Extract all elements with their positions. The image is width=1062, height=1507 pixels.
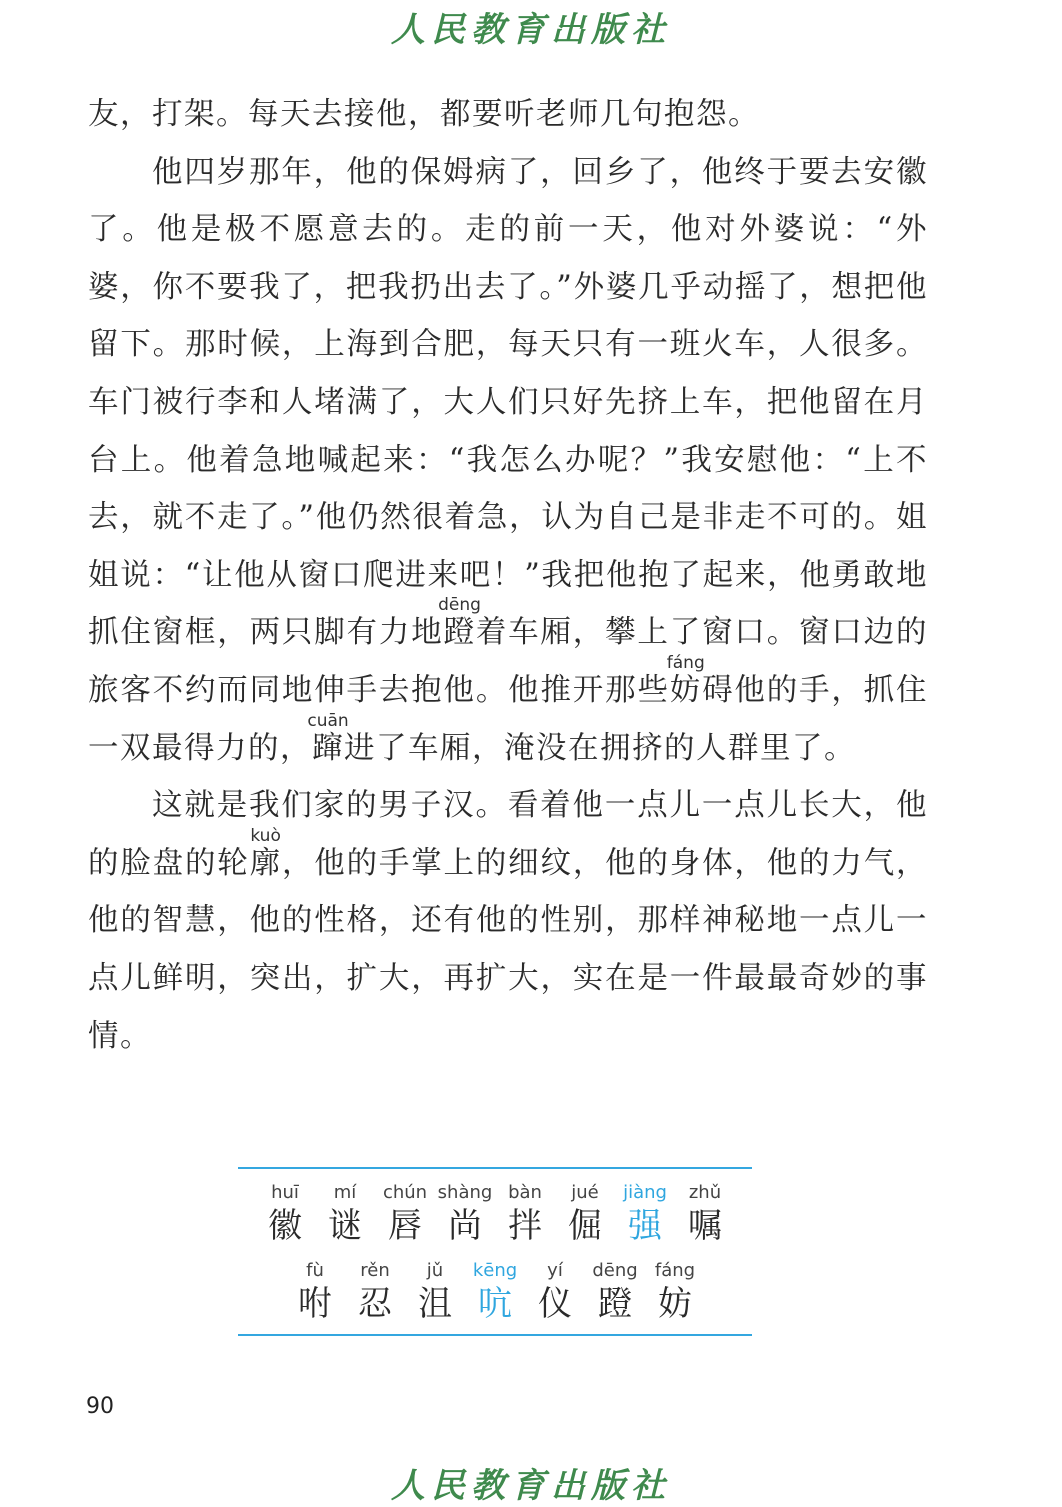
vocab-word [287,1259,343,1325]
vocab-row-2 [238,1259,752,1325]
vocab-hanzi: 尚 [448,1206,482,1246]
text-segment: 碍他的手，抓住一双最得力的， [88,672,929,766]
vocab-hanzi: 妨 [658,1284,692,1324]
vocab-word [347,1259,403,1325]
vocab-word [407,1259,463,1325]
text-segment: ，他的手掌上的细纹，他的身体，他的力气，他的智慧，他的性格，还有他的性别，那样神秘地一点儿一点儿鲜明，突出，扩大，再扩大，实在是一件最最奇妙的事情。 [88,845,929,1054]
annotated-hanzi: 蹿 [307,730,349,766]
vocab-hanzi: 谜 [328,1206,362,1246]
vocab-word [497,1181,553,1247]
vocab-word [377,1181,433,1247]
vocab-pinyin: rěn [360,1260,390,1281]
vocab-hanzi: 倔 [568,1206,602,1246]
publisher-logo-bottom: 人民教育出版社 [391,1466,671,1506]
annotated-hanzi: 蹬 [438,615,481,651]
pinyin-annotation: fáng [666,652,705,673]
vocab-hanzi: 咐 [298,1284,332,1324]
vocab-word [437,1181,493,1247]
vocab-pinyin: jué [571,1182,599,1203]
vocab-word [587,1259,643,1325]
vocab-pinyin: fáng [654,1260,696,1281]
paragraph [88,86,928,144]
vocab-hanzi: 唇 [388,1206,422,1246]
vocab-word [257,1181,313,1247]
vocab-word [617,1181,673,1247]
vocab-word [467,1259,523,1325]
annotated-character [666,652,705,708]
vocab-pinyin: chún [382,1182,428,1203]
vocab-hanzi: 拌 [508,1206,542,1246]
annotated-hanzi: 妨 [666,672,705,708]
pinyin-annotation: cuān [307,710,349,731]
vocab-hanzi: 强 [628,1206,662,1246]
vocab-pinyin: dēng [592,1260,638,1281]
vocab-hanzi: 忍 [358,1284,392,1324]
vocab-pinyin: jǔ [426,1260,444,1281]
text-segment: 这就是我们家的男子汉。看着他一点儿一点儿长大，他的脸盘的轮 [88,788,928,881]
vocab-pinyin: jiàng [623,1182,667,1203]
vocab-row-1 [238,1181,752,1247]
vocab-pinyin: zhǔ [688,1182,722,1203]
paragraph [88,777,928,1065]
annotated-character [438,595,481,651]
text-segment: 着车厢，攀上了窗口。窗口边的旅客不约而同地伸手去抱他。他推开那些 [88,615,928,708]
vocab-word [557,1181,613,1247]
vocab-word [677,1181,733,1247]
pinyin-annotation: dēng [438,595,481,616]
article-body [88,0,928,1065]
pinyin-annotation: kuò [249,825,282,846]
vocabulary-box [238,1167,752,1337]
vocab-pinyin: mí [333,1182,357,1203]
page-number: 90 [86,1394,114,1419]
vocab-top-rule [238,1167,752,1169]
text-segment: 友，打架。每天去接他，都要听老师几句抱怨。 [88,97,760,132]
vocab-word [317,1181,373,1247]
vocab-pinyin: bàn [508,1182,542,1203]
annotated-character [307,710,349,766]
vocab-pinyin: yí [547,1260,563,1281]
vocab-word [647,1259,703,1325]
text-segment: 进了车厢，淹没在拥挤的人群里了。 [344,730,856,766]
vocab-pinyin: kēng [472,1260,518,1281]
vocab-word [527,1259,583,1325]
vocab-hanzi: 沮 [418,1284,452,1324]
vocab-bottom-rule [238,1334,752,1336]
vocab-pinyin: shàng [437,1182,493,1203]
vocab-hanzi: 蹬 [598,1284,632,1324]
vocab-hanzi: 徽 [268,1206,302,1246]
paragraph [88,144,928,778]
vocab-pinyin: fù [306,1260,324,1281]
annotated-hanzi: 廓 [249,845,282,881]
text-segment: 他四岁那年，他的保姆病了，回乡了，他终于要去安徽了。他是极不愿意去的。走的前一天，他对外婆说：“外婆，你不要我了，把我扔出去了。”外婆几乎动摇了，想把他留下。那时候，上海到合肥，每天只有一班火车，人很多。车门被行李和人堵满了，大人们只好先挤上车，把他留在月台上。他着急地喊起来：“我怎么办呢？”我安慰他：“上不去，就不走了。”他仍然很着急，认为自己是非走不可的。姐姐说：“让他从窗口爬进来吧！”我把他抱了起来，他勇敢地抓住窗框，两只脚有力地 [88,154,928,651]
vocab-hanzi: 吭 [478,1284,512,1324]
vocab-hanzi: 仪 [538,1284,572,1324]
vocab-hanzi: 嘱 [688,1206,722,1246]
publisher-logo-top: 人民教育出版社 [391,10,671,50]
annotated-character [249,825,282,881]
vocab-pinyin: huī [271,1182,299,1203]
